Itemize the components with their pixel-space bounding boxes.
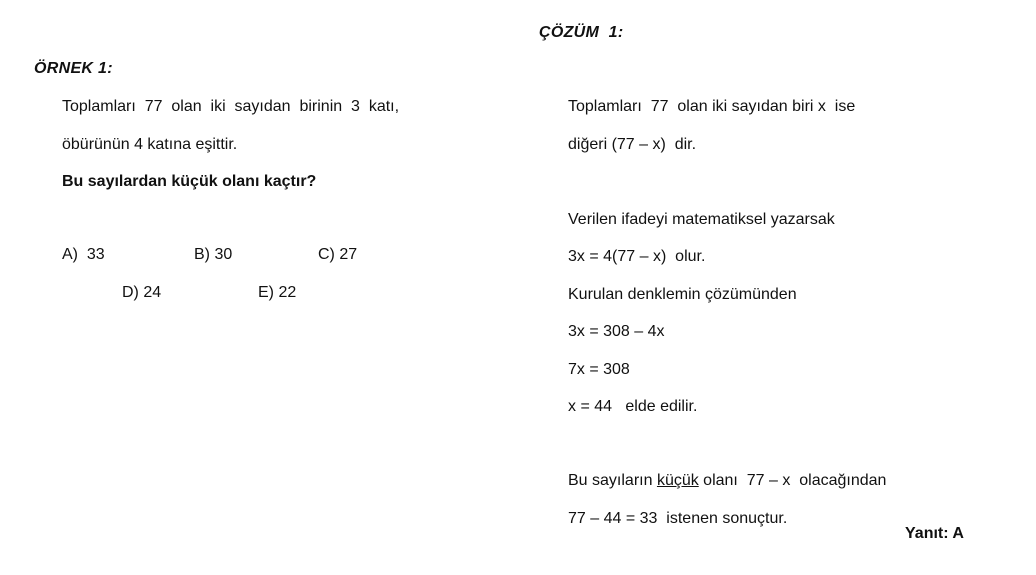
solution-result: x = 44 elde edilir.: [568, 398, 698, 415]
option-a-value: 33: [86, 246, 105, 263]
solution-line-2: diğeri (77 – x) dir.: [568, 136, 697, 153]
option-e-label: E): [258, 284, 274, 301]
option-e: [258, 284, 296, 302]
option-d: [122, 284, 161, 302]
option-b-value: 30: [214, 246, 233, 263]
solution-line-4: 3x = 4(77 – x) olur.: [568, 248, 706, 265]
conclusion-post: olanı 77 – x olacağından: [698, 472, 887, 489]
solution-conclusion: [568, 472, 886, 490]
conclusion-pre: Bu sayıların: [568, 472, 657, 489]
answer-label: Yanıt: A: [905, 525, 964, 542]
problem-text-line-1: Toplamları 77 olan iki sayıdan birinin 3 katı,: [62, 98, 400, 115]
solution-equation-2: 7x = 308: [568, 361, 630, 378]
solution-line-3: Verilen ifadeyi matematiksel yazarsak: [568, 211, 835, 228]
solution-line-5: Kurulan denklemin çözümünden: [568, 286, 797, 303]
option-c-value: 27: [339, 246, 358, 263]
conclusion-underlined-word: küçük: [656, 472, 699, 489]
solution-line-1: Toplamları 77 olan iki sayıdan biri x ise: [568, 98, 856, 115]
option-b: [194, 246, 232, 264]
solution-final: 77 – 44 = 33 istenen sonuçtur.: [568, 510, 788, 527]
example-heading: ÖRNEK 1:: [34, 60, 113, 77]
option-b-label: B): [194, 246, 210, 263]
option-e-value: 22: [278, 284, 297, 301]
option-a-label: A): [62, 246, 78, 263]
option-c: [318, 246, 357, 264]
solution-equation-1: 3x = 308 – 4x: [568, 323, 665, 340]
solution-heading: ÇÖZÜM 1:: [539, 24, 624, 41]
option-c-label: C): [318, 246, 335, 263]
option-d-label: D): [122, 284, 139, 301]
option-d-value: 24: [143, 284, 162, 301]
problem-text-line-2: öbürünün 4 katına eşittir.: [62, 136, 238, 153]
option-a: [62, 246, 105, 264]
problem-question: Bu sayılardan küçük olanı kaçtır?: [62, 173, 317, 190]
